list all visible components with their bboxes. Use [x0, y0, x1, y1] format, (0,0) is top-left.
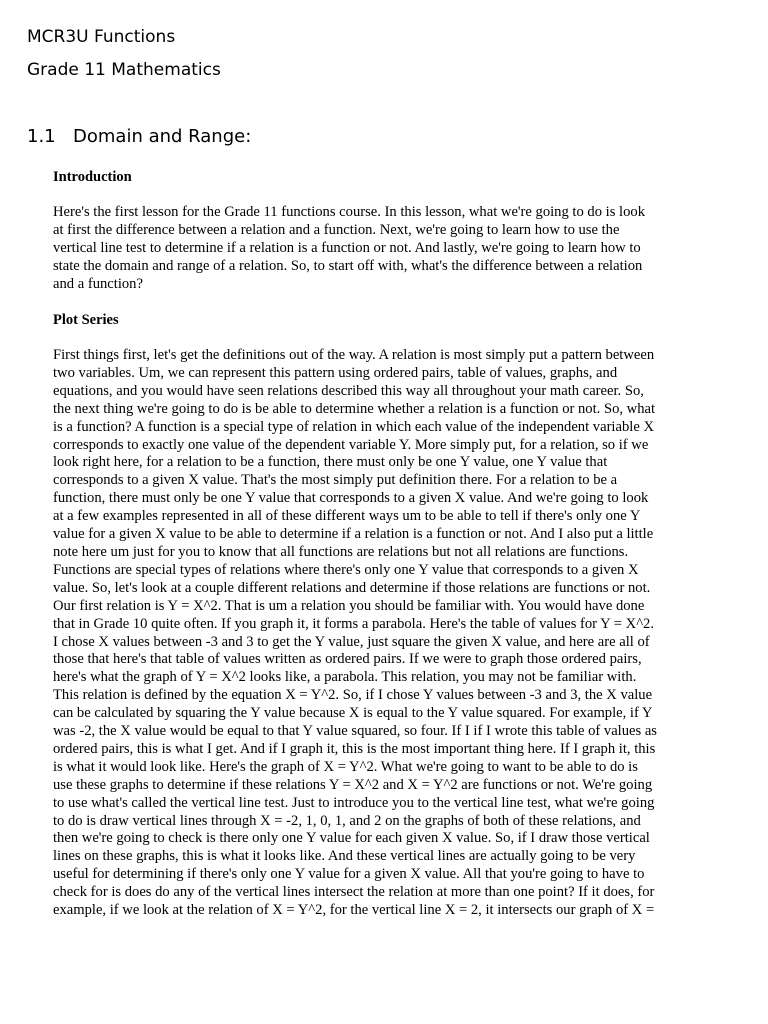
- plot-series-heading: Plot Series: [53, 312, 119, 328]
- paragraph-line: corresponds to exactly one value of the dependent variable Y. More simply put, for a relation, so if we: [53, 436, 649, 453]
- introduction-heading: Introduction: [53, 169, 132, 185]
- paragraph-line: two variables. Um, we can represent this pattern using ordered pairs, table of values, graphs, and: [53, 364, 618, 381]
- paragraph-line: value for a given X value to be able to determine if a relation is a function or not. And I also put a little: [53, 526, 654, 543]
- paragraph-line: Here's the first lesson for the Grade 11 functions course. In this lesson, what we're going to do is look: [53, 204, 645, 220]
- paragraph-line: I chose X values between -3 and 3 to get the Y value, just square the given X value, and here are all of: [53, 633, 650, 650]
- paragraph-line: use these graphs to determine if these relations Y = X^2 and X = Y^2 are functions or not. We're going: [53, 776, 653, 793]
- introduction-paragraph: [53, 204, 677, 294]
- paragraph-line: vertical line test to determine if a relation is a function or not. And lastly, we're going to learn how to: [53, 239, 641, 256]
- paragraph-line: example, if we look at the relation of X = Y^2, for the vertical line X = 2, it intersects our graph of X =: [53, 902, 655, 919]
- paragraph-line: function, there must only be one Y value that corresponds to a given X value. And we're going to look: [53, 490, 649, 507]
- paragraph-line: to use what's called the vertical line test. Just to introduce you to the vertical line test, what we're going: [53, 794, 655, 811]
- paragraph-line: at a few examples represented in all of these different ways um to be able to tell if there's only one Y: [53, 508, 641, 525]
- section-number: 1.1: [27, 126, 56, 147]
- paragraph-line: Functions are special types of relations where there's only one Y value that corresponds to a given X: [53, 561, 639, 578]
- paragraph-line: then we're going to check is there only one Y value for each given X value. So, if I draw those vertical: [53, 830, 650, 847]
- paragraph-line: equations, and you would have seen relations described this way all throughout your math career. So,: [53, 382, 644, 399]
- paragraph-line: at first the difference between a relation and a function. Next, we're going to learn how to use the: [53, 221, 620, 238]
- paragraph-line: First things first, let's get the definitions out of the way. A relation is most simply put a pattern between: [53, 347, 655, 363]
- paragraph-line: those that here's that table of values written as ordered pairs. If we were to graph those ordered pairs,: [53, 651, 642, 668]
- paragraph-line: the next thing we're going to do is be able to determine whether a relation is a function or not. So, what: [53, 400, 656, 417]
- paragraph-line: This relation is defined by the equation X = Y^2. So, if I chose Y values between -3 and 3, the X value: [53, 687, 653, 704]
- paragraph-line: can be calculated by squaring the Y value because X is equal to the Y value squared. For example, if Y: [53, 705, 653, 722]
- paragraph-line: note here um just for you to know that all functions are relations but not all relations are functions.: [53, 543, 629, 560]
- course-grade: Grade 11 Mathematics: [27, 60, 221, 80]
- paragraph-line: value. So, let's look at a couple different relations and determine if those relations are functions or not.: [53, 579, 651, 596]
- paragraph-line: to do is draw vertical lines through X = -2, 1, 0, 1, and 2 on the graphs of both of these relations, and: [53, 812, 641, 829]
- paragraph-line: is what it would look like. Here's the graph of X = Y^2. What we're going to want to be able to do is: [53, 758, 638, 775]
- paragraph-line: here's what the graph of Y = X^2 looks like, a parabola. This relation, you may not be familiar with.: [53, 669, 637, 686]
- plot-series-paragraph: [53, 347, 677, 920]
- paragraph-line: that in Grade 10 quite often. If you graph it, it forms a parabola. Here's the table of values for Y = X^2.: [53, 615, 655, 632]
- paragraph-line: check for is does do any of the vertical lines intersect the relation at more than one point? If it does, for: [53, 884, 655, 901]
- paragraph-line: look right here, for a relation to be a function, there must only be one Y value, one Y value that: [53, 454, 608, 471]
- paragraph-line: corresponds to a given X value. That's the most simply put definition there. For a relation to be a: [53, 472, 618, 489]
- paragraph-line: ordered pairs, this is what I get. And if I graph it, this is the most important thing here. If I graph it, this: [53, 740, 656, 757]
- paragraph-line: Our first relation is Y = X^2. That is um a relation you should be familiar with. You would have done: [53, 597, 645, 614]
- paragraph-line: lines on these graphs, this is what it looks like. And these vertical lines are actually going to be very: [53, 848, 636, 865]
- paragraph-line: and a function?: [53, 275, 143, 292]
- section-heading: [27, 125, 251, 149]
- section-title: Domain and Range:: [73, 126, 252, 147]
- paragraph-line: state the domain and range of a relation. So, to start off with, what's the difference between a relation: [53, 257, 643, 274]
- paragraph-line: was -2, the X value would be equal to that Y value squared, so four. If I if I wrote this table of values as: [53, 723, 657, 740]
- paragraph-line: useful for determining if there's only one Y value for a given X value. All that you're going to have to: [53, 866, 645, 883]
- paragraph-line: is a function? A function is a special type of relation in which each value of the independent variable X: [53, 418, 654, 435]
- course-code: MCR3U Functions: [27, 27, 176, 47]
